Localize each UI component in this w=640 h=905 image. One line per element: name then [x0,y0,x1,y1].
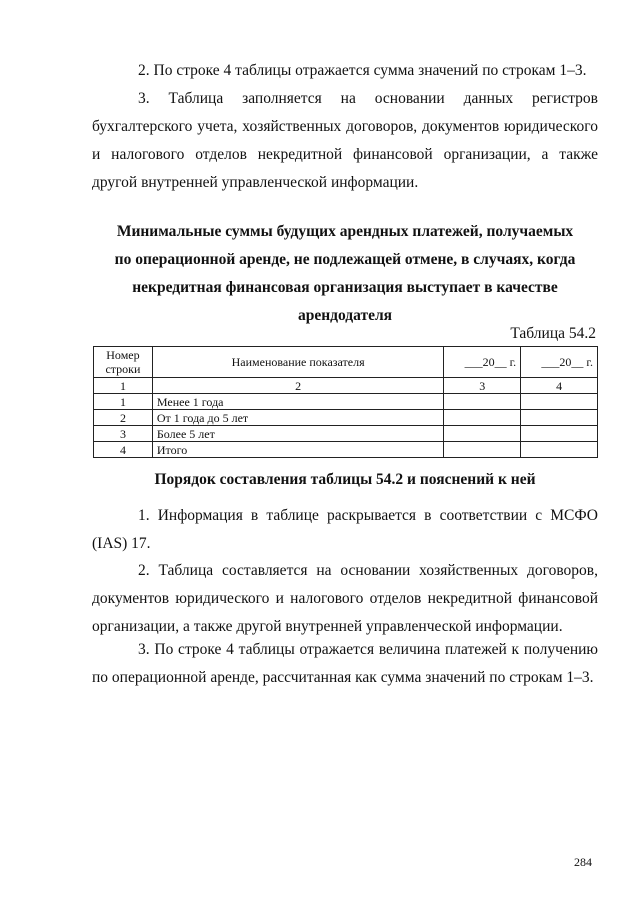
row-number: 4 [94,442,153,458]
section-heading [100,218,590,330]
paragraph-top-1: 2. По строке 4 таблицы отражается сумма значений по строкам 1–3. [138,62,587,79]
header-period-1: ___20__ г. [444,347,521,378]
table-row [94,426,598,442]
row-value-1 [444,426,521,442]
col-number-4: 4 [521,378,598,394]
row-value-1 [444,410,521,426]
paragraph-bottom-3: 3. По строке 4 таблицы отражается величина платежей к получению по операционной аренде, рассчитанная как сумма значений по строкам 1–3. [92,641,598,686]
row-value-1 [444,442,521,458]
row-name: От 1 года до 5 лет [152,410,443,426]
row-value-2 [521,394,598,410]
table-caption: Таблица 54.2 [510,325,596,342]
row-name: Более 5 лет [152,426,443,442]
table-row [94,394,598,410]
header-row-number: Номер строки [94,347,153,378]
row-value-1 [444,394,521,410]
table-header-row [94,347,598,378]
column-numbers-row [94,378,598,394]
table-row [94,442,598,458]
paragraph-bottom-1: 1. Информация в таблице раскрывается в соответствии с МСФО (IAS) 17. [92,507,598,552]
table-row [94,410,598,426]
row-name: Менее 1 года [152,394,443,410]
heading-line-2: по операционной аренде, не подлежащей отмене, в случаях, когда [114,251,576,268]
row-number: 2 [94,410,153,426]
row-number: 1 [94,394,153,410]
paragraph-top-2: 3. Таблица заполняется на основании данных регистров бухгалтерского учета, хозяйственных договоров, документов юридического и налогового отделов некредитной финансовой организации, а также другой внутренней управленческой информации. [92,90,598,191]
row-number: 3 [94,426,153,442]
row-value-2 [521,426,598,442]
col-number-1: 1 [94,378,153,394]
col-number-3: 3 [444,378,521,394]
col-number-2: 2 [152,378,443,394]
row-name: Итого [152,442,443,458]
paragraph-bottom-2: 2. Таблица составляется на основании хозяйственных договоров, документов юридического и налогового отделов некредитной финансовой организации, а также другой внутренней управленческой информации. [92,562,598,635]
heading-line-1: Минимальные суммы будущих арендных платежей, получаемых [116,223,574,240]
data-table [93,346,598,458]
page-number: 284 [574,855,592,869]
heading-line-4: арендодателя [297,307,393,324]
row-value-2 [521,410,598,426]
subheading: Порядок составления таблицы 54.2 и пояснений к ней [154,471,536,488]
header-indicator-name: Наименование показателя [152,347,443,378]
row-value-2 [521,442,598,458]
header-period-2: ___20__ г. [521,347,598,378]
heading-line-3: некредитная финансовая организация выступает в качестве [132,279,558,296]
